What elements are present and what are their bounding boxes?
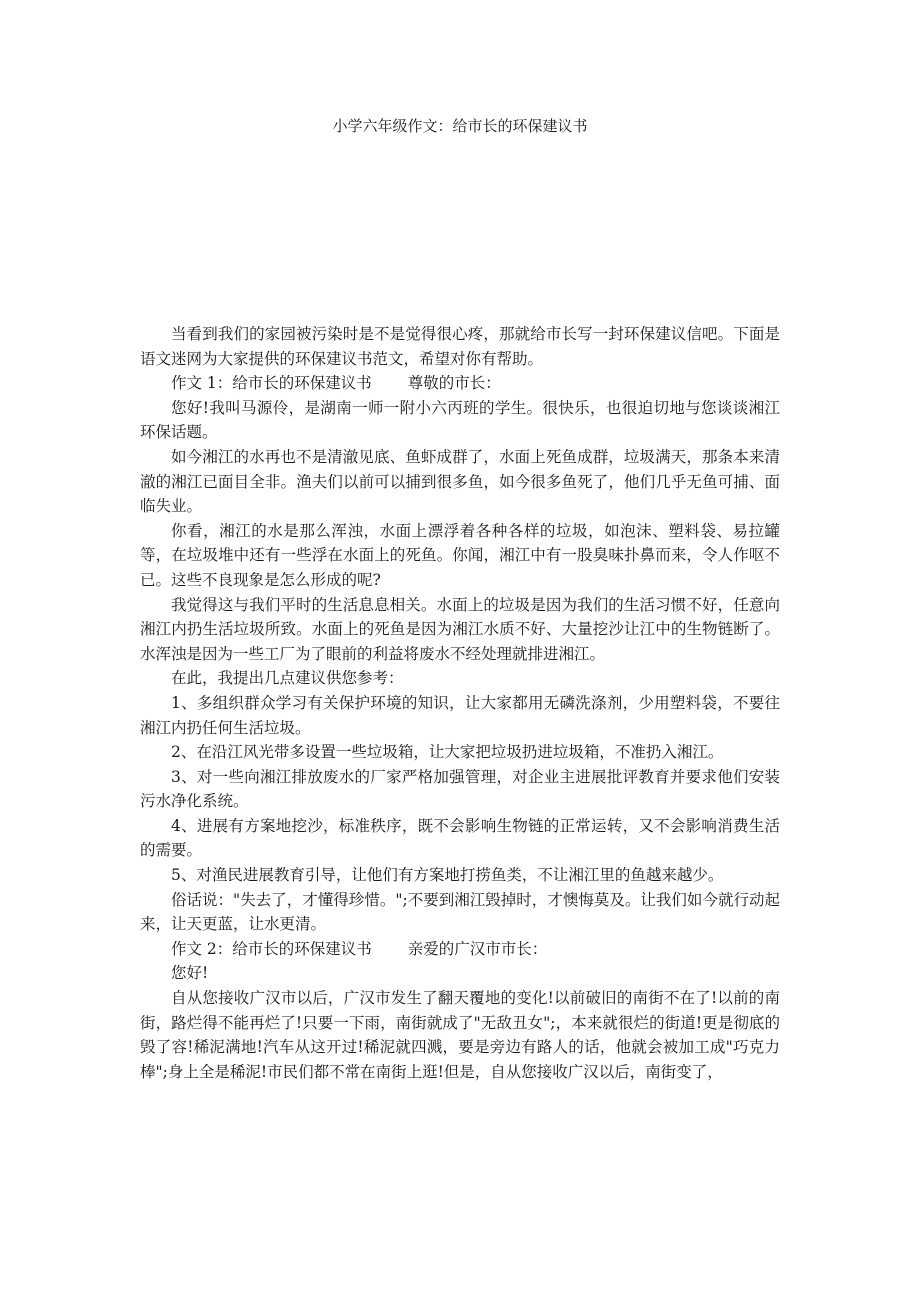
suggestion-item: 3、对一些向湘江排放废水的厂家严格加强管理，对企业主进展批评教育并要求他们安装污水净化系统。 bbox=[140, 767, 780, 811]
essay1-heading: 作文 1：给市长的环保建议书 bbox=[171, 374, 372, 393]
essay1-paragraph: 您好!我叫马源伶，是湖南一师一附小六丙班的学生。很快乐，也很迫切地与您谈谈湘江环保话题。 bbox=[140, 398, 780, 442]
document-body bbox=[140, 322, 780, 1084]
essay1-paragraph: 你看，湘江的水是那么浑浊，水面上漂浮着各种各样的垃圾，如泡沫、塑料袋、易拉罐等，在垃圾堆中还有一些浮在水面上的死鱼。你闻，湘江中有一股臭味扑鼻而来，令人作呕不已。这些不良现象是怎么形成的呢? bbox=[140, 521, 780, 589]
essay1-paragraph: 如今湘江的水再也不是清澈见底、鱼虾成群了，水面上死鱼成群，垃圾满天，那条本来清澈的湘江已面目全非。渔夫们以前可以捕到很多鱼，如今很多鱼死了，他们几乎无鱼可捕、面临失业。 bbox=[140, 447, 780, 516]
suggestion-item: 4、进展有方案地挖沙，标准秩序，既不会影响生物链的正常运转，又不会影响消费生活的需要。 bbox=[140, 816, 780, 860]
essay1-heading-line bbox=[140, 371, 780, 396]
essay2-heading-line bbox=[140, 937, 780, 962]
essay2-paragraph: 您好! bbox=[171, 964, 209, 983]
essay1-paragraph: 俗话说："失去了，才懂得珍惜。";不要到湘江毁掉时，才懊悔莫及。让我们如今就行动起来，让天更蓝，让水更清。 bbox=[140, 890, 780, 934]
suggestion-item: 2、在沿江风光带多设置一些垃圾箱，让大家把垃圾扔进垃圾箱，不准扔入湘江。 bbox=[171, 743, 724, 762]
essay2-salutation: 亲爱的广汉市市长： bbox=[407, 939, 548, 958]
essay1-paragraph: 我觉得这与我们平时的生活息息相关。水面上的垃圾是因为我们的生活习惯不好，任意向湘江内扔生活垃圾所致。水面上的死鱼是因为湘江水质不好、大量挖沙让江中的生物链断了。水浑浊是因为一些工厂为了眼前的利益将废水不经处理就排进湘江。 bbox=[140, 595, 780, 663]
intro-paragraph: 当看到我们的家园被污染时是不是觉得很心疼，那就给市长写一封环保建议信吧。下面是语文迷网为大家提供的环保建议书范文，希望对你有帮助。 bbox=[140, 325, 780, 368]
suggestion-item: 1、多组织群众学习有关保护环境的知识，让大家都用无磷洗涤剂，少用塑料袋，不要往湘江内扔任何生活垃圾。 bbox=[140, 693, 780, 737]
essay2-heading: 作文 2：给市长的环保建议书 bbox=[171, 939, 372, 958]
essay1-salutation: 尊敬的市长： bbox=[407, 374, 501, 393]
suggestion-item: 5、对渔民进展教育引导，让他们有方案地打捞鱼类，不让湘江里的鱼越来越少。 bbox=[171, 866, 724, 885]
essay1-paragraph: 在此，我提出几点建议供您参考： bbox=[171, 669, 404, 688]
document-title: 小学六年级作文：给市长的环保建议书 bbox=[332, 117, 588, 135]
essay2-paragraph: 自从您接收广汉市以后，广汉市发生了翻天覆地的变化!以前破旧的南街不在了!以前的南街，路烂得不能再烂了!只要一下雨，南街就成了"无敌丑女";，本来就很烂的街道!更是彻底的毁了容!稀泥满地!汽车从这开过!稀泥就四溅，要是旁边有路人的话，他就会被加工成"巧克力棒";身上全是稀泥!市民们都不常在南街上逛!但是，自从您接收广汉以后，南街变了， bbox=[140, 989, 780, 1081]
